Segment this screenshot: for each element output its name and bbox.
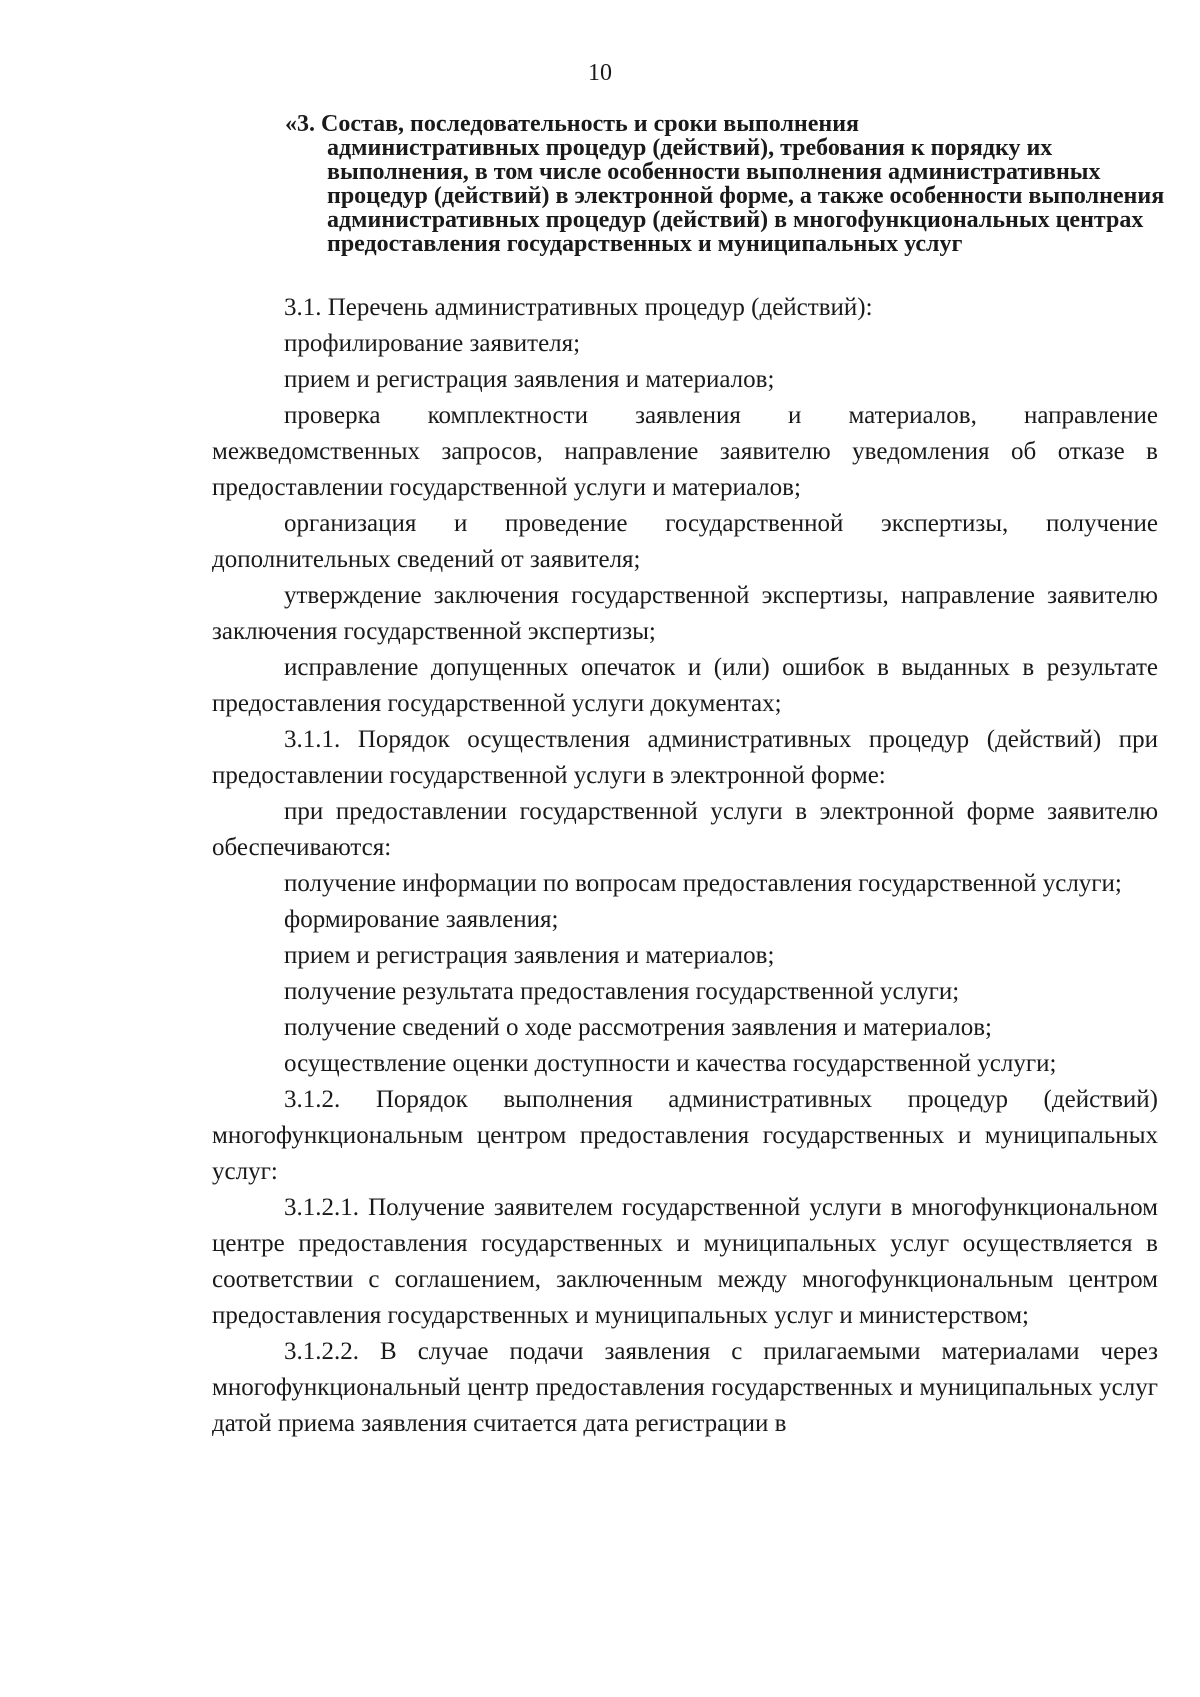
document-body	[212, 290, 1158, 1442]
paragraph: 3.1. Перечень административных процедур (действий):	[284, 294, 873, 321]
paragraph: организация и проведение государственной экспертизы, получение дополнительных сведений от заявителя;	[212, 510, 1158, 573]
paragraph: получение сведений о ходе рассмотрения заявления и материалов;	[284, 1014, 992, 1041]
paragraph: 3.1.2. Порядок выполнения административных процедур (действий) многофункциональным центром предоставления государственных и муниципальных услуг:	[212, 1086, 1158, 1185]
section-heading-rest: административных процедур (действий), требования к порядку их выполнения, в том числе особенности выполнения административных процедур (действий) в электронной форме, а также особенности выполнения административных процедур (действий) в многофункциональных центрах предоставления государственных и муниципальных услуг	[327, 135, 1165, 257]
paragraph: 3.1.2.1. Получение заявителем государственной услуги в многофункциональном центре предоставления государственных и муниципальных услуг осуществляется в соответствии с соглашением, заключенным между многофункциональным центром предоставления государственных и муниципальных услуг и министерством;	[212, 1194, 1158, 1329]
paragraph: проверка комплектности заявления и материалов, направление межведомственных запросов, направление заявителю уведомления об отказе в предоставлении государственной услуги и материалов;	[212, 402, 1158, 501]
page-number: 10	[588, 60, 612, 86]
paragraph: утверждение заключения государственной экспертизы, направление заявителю заключения государственной экспертизы;	[212, 582, 1158, 645]
paragraph: профилирование заявителя;	[284, 330, 581, 357]
paragraph: осуществление оценки доступности и качества государственной услуги;	[284, 1050, 1057, 1077]
paragraph: исправление допущенных опечаток и (или) ошибок в выданных в результате предоставления государственной услуги документах;	[212, 654, 1158, 717]
paragraph: прием и регистрация заявления и материалов;	[284, 942, 775, 969]
paragraph: прием и регистрация заявления и материалов;	[284, 366, 775, 393]
section-heading-line1: «3. Состав, последовательность и сроки выполнения	[285, 111, 860, 137]
section-heading	[285, 112, 1165, 256]
paragraph: получение результата предоставления государственной услуги;	[284, 978, 960, 1005]
paragraph: при предоставлении государственной услуги в электронной форме заявителю обеспечиваются:	[212, 798, 1158, 861]
paragraph: формирование заявления;	[284, 906, 559, 933]
paragraph: 3.1.1. Порядок осуществления административных процедур (действий) при предоставлении государственной услуги в электронной форме:	[212, 726, 1158, 789]
paragraph: 3.1.2.2. В случае подачи заявления с прилагаемыми материалами через многофункциональный центр предоставления государственных и муниципальных услуг датой приема заявления считается дата регистрации в	[212, 1338, 1158, 1437]
paragraph: получение информации по вопросам предоставления государственной услуги;	[284, 870, 1122, 897]
